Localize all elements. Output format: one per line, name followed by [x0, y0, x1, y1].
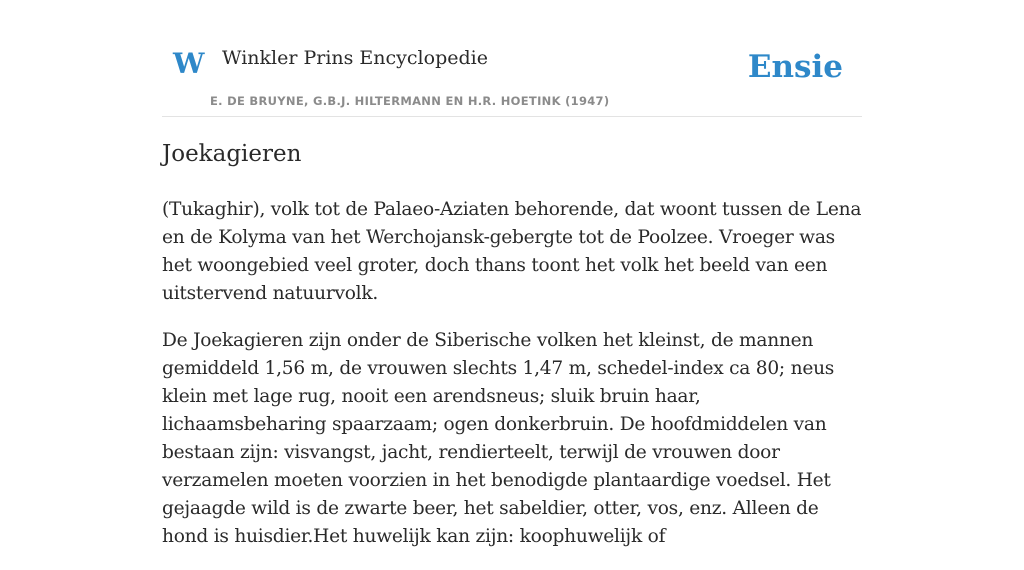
publication-authors: E. DE BRUYNE, G.B.J. HILTERMANN EN H.R. HOETINK (1947) — [210, 94, 610, 108]
publication-header — [162, 0, 862, 117]
brand-logo-link[interactable]: Ensie — [747, 49, 843, 85]
article-paragraph: De Joekagieren zijn onder de Siberische volken het kleinst, de mannen gemiddeld 1,56 m, de vrouwen slechts 1,47 m, schedel-index ca 80; neus klein met lage rug, nooit een arendsneus; sluik bruin haar, lichaamsbeharing spaarzaam; ogen donkerbruin. De hoofdmiddelen van bestaan zijn: visvangst, jacht, rendierteelt, terwijl de vrouwen door verzamelen moeten voorzien in het benodigde plantaardige voedsel. Het gejaagde wild is de zwarte beer, het sabeldier, otter, vos, enz. Alleen de hond is huisdier.Het huwelijk kan zijn: koophuwelijk of — [162, 330, 835, 547]
article-paragraph: (Tukaghir), volk tot de Palaeo-Aziaten behorende, dat woont tussen de Lena en de Kolyma van het Werchojansk-gebergte tot de Poolzee. Vroeger was het woongebied veel groter, doch thans toont het volk het beeld van een uitstervend natuurvolk. — [162, 199, 862, 304]
article — [162, 138, 862, 570]
publication-title[interactable]: Winkler Prins Encyclopedie — [222, 47, 488, 69]
article-body — [162, 196, 862, 551]
article-title: Joekagieren — [162, 141, 302, 167]
publication-logo-icon[interactable]: W — [173, 47, 205, 80]
